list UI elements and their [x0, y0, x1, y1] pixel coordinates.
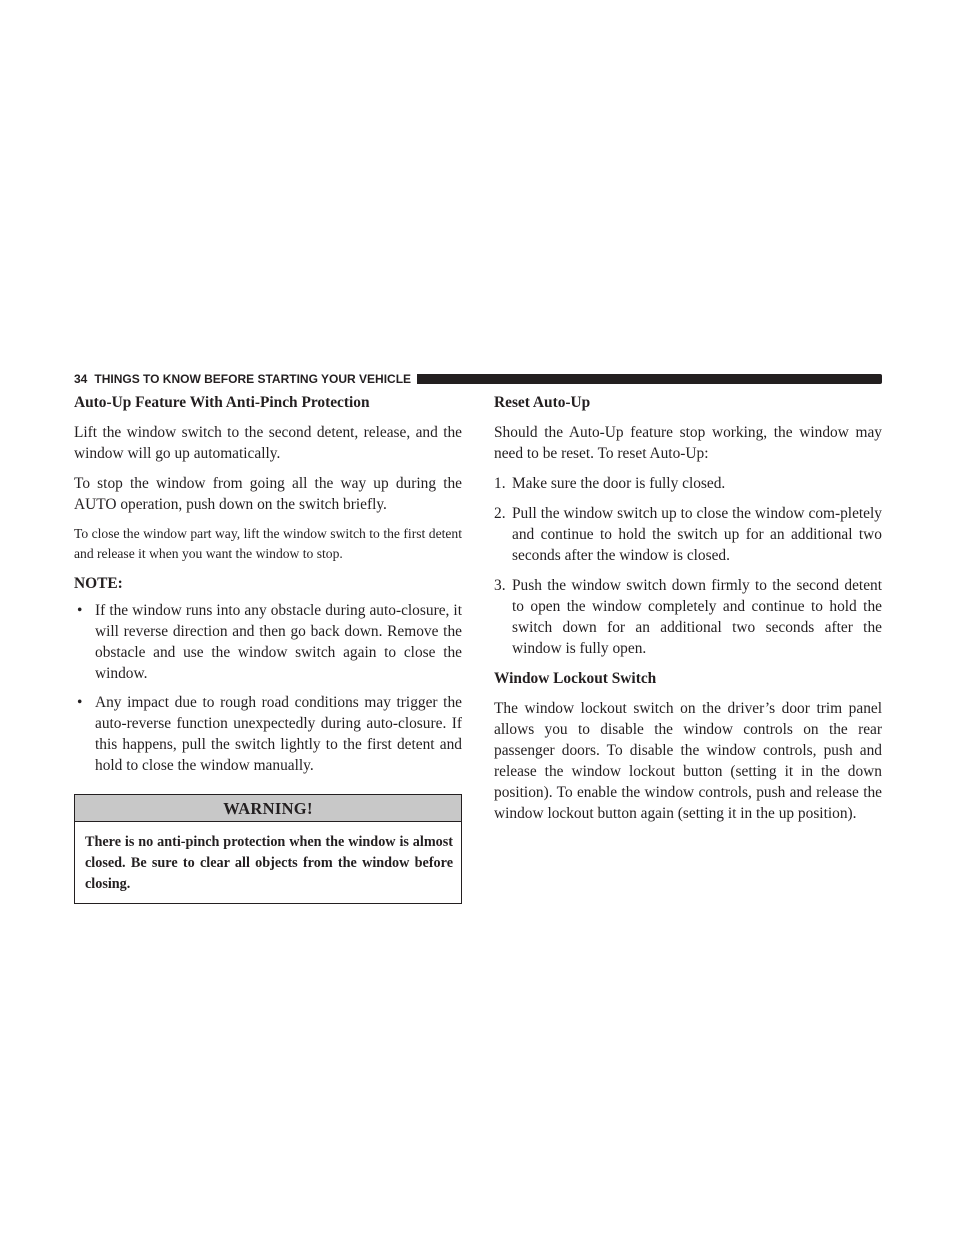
bullet-icon: •	[77, 694, 83, 711]
paragraph-reset-intro: Should the Auto-Up feature stop working, the window may need to be reset. To reset Auto-Up:	[494, 424, 882, 462]
list-item	[74, 692, 462, 776]
step-text: Pull the window switch up to close the window com-pletely and continue to hold the switch up for an additional two seconds after the window is closed.	[512, 505, 882, 564]
note-bullet-list	[74, 600, 462, 776]
page-number: 34	[74, 372, 88, 386]
warning-box	[74, 794, 462, 904]
list-item	[74, 600, 462, 684]
heading-reset-auto-up: Reset Auto-Up	[494, 394, 591, 411]
bullet-text: Any impact due to rough road conditions may trigger the auto-reverse function unexpectedly during auto-closure. If this happens, pull the switch lightly to the first detent and hold to close the window manually.	[95, 694, 462, 774]
step-number: 3.	[494, 577, 506, 594]
list-item	[494, 575, 882, 659]
header-rule	[417, 374, 882, 384]
step-number: 1.	[494, 475, 506, 492]
reset-steps-list	[494, 473, 882, 659]
note-label: NOTE:	[74, 575, 123, 592]
page-header	[74, 370, 882, 388]
warning-text: There is no anti-pinch protection when the window is almost closed. Be sure to clear all objects from the window before closing.	[85, 834, 453, 892]
warning-title: WARNING!	[75, 795, 461, 822]
heading-window-lockout: Window Lockout Switch	[494, 670, 657, 687]
step-number: 2.	[494, 505, 506, 522]
section-title: THINGS TO KNOW BEFORE STARTING YOUR VEHICLE	[94, 372, 412, 386]
heading-auto-up: Auto-Up Feature With Anti-Pinch Protection	[74, 394, 370, 411]
bullet-icon: •	[77, 602, 83, 619]
right-column	[494, 392, 882, 833]
list-item	[494, 503, 882, 566]
list-item	[494, 473, 882, 494]
bullet-text: If the window runs into any obstacle during auto-closure, it will reverse direction and then go back down. Remove the obstacle and use the window switch again to close the window.	[95, 602, 462, 682]
left-column	[74, 392, 462, 904]
paragraph-part-way: To close the window part way, lift the window switch to the first detent and release it when you want the window to stop.	[74, 526, 462, 561]
step-text: Make sure the door is fully closed.	[512, 475, 726, 492]
step-text: Push the window switch down firmly to the second detent to open the window completely and continue to hold the switch down for an additional two seconds after the window is fully open.	[512, 577, 882, 657]
paragraph-lift-switch: Lift the window switch to the second detent, release, and the window will go up automatically.	[74, 424, 462, 462]
paragraph-stop-window: To stop the window from going all the way up during the AUTO operation, push down on the switch briefly.	[74, 475, 462, 513]
paragraph-lockout: The window lockout switch on the driver’s door trim panel allows you to disable the window controls on the rear passenger doors. To disable the window controls, push and release the window lockout button (setting it in the down position). To enable the window controls, push and release the window lockout button again (setting it in the up position).	[494, 700, 882, 822]
